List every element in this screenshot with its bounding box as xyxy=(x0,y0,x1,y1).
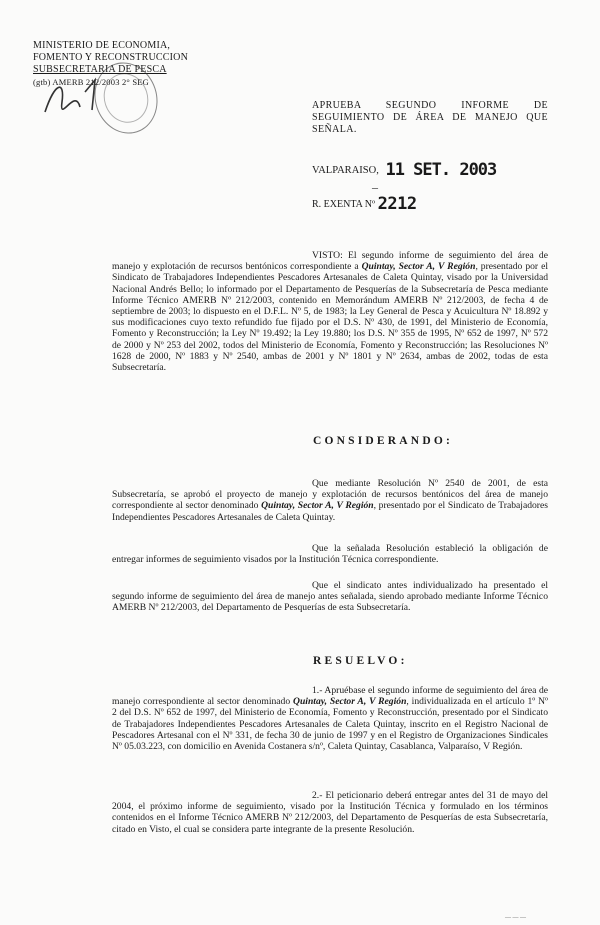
visto-paragraph xyxy=(112,250,548,373)
letterhead-line: SUBSECRETARIA DE PESCA xyxy=(33,64,167,75)
visto-text: El segundo informe de seguimiento del área de manejo y explotación de recursos bentónicos correspondiente a xyxy=(112,250,548,273)
resolution-number-line xyxy=(312,194,417,214)
letterhead-line: FOMENTO Y RECONSTRUCCION xyxy=(33,52,189,63)
date-stamp: 11 SET. 2003 xyxy=(385,160,497,180)
considerando-paragraph-2 xyxy=(112,543,548,565)
exenta-label: R. EXENTA Nº xyxy=(312,199,376,210)
considerando-text: Que mediante Resolución Nº 2540 de 2001, de esta Subsecretaría, se aprobó el proyecto de manejo y explotación de recursos bentónicos del área de manejo correspondiente al sector denominado xyxy=(112,478,548,512)
city-label: VALPARAISO, xyxy=(312,165,379,176)
visto-text-2: , presentado por el Sindicato de Trabajadores Independientes Pescadores Artesanales de Caleta Quintay, visado por la Universidad Nacional Andrés Bello; lo informado por el Departamento de Pesquerías de la Subsecretaría de Pesca mediante Informe Técnico AMERB Nº 212/2003, contenido en Memorándum AMERB Nº 212/2003, de fecha 4 de septiembre de 2003; lo dispuesto en el D.F.L. Nº 5, de 1983; la Ley General de Pesca y Acuicultura Nº 18.892 y sus modificaciones cuyo texto refundido fue fijado por el D.S. Nº 430, de 1991, del Ministerio de Economía, Fomento y Reconstrucción; la Ley Nº 19.492; la Ley 19.880; los D.S. Nº 355 de 1995, Nº 652 de 1997, Nº 572 de 2000 y Nº 253 del 2002, todos del Ministerio de Economía, Fomento y Reconstrucción; las Resoluciones Nº 1628 de 2000, Nº 1883 y Nº 2540, ambas de 2001 y Nº 1801 y Nº 2634, ambas de 2002, todas de esta Subsecretaría. xyxy=(112,261,548,374)
considerando-paragraph-3 xyxy=(112,580,548,614)
considerando-sector: Quintay, Sector A, V Región xyxy=(261,500,374,512)
letterhead-line: MINISTERIO DE ECONOMIA, xyxy=(33,40,171,51)
dash-mark: – xyxy=(372,180,378,194)
visto-lead: VISTO: xyxy=(312,250,343,261)
considerando-text: , presentado por el Sindicato de Trabajadores Independientes Pescadores Artesanales de Caleta Quintay. xyxy=(112,500,548,523)
handwritten-initials xyxy=(40,72,110,122)
resuelvo-sector: Quintay, Sector A, V Región xyxy=(293,696,407,708)
considerando-paragraph-1 xyxy=(112,478,548,523)
date-line xyxy=(312,160,496,180)
resuelvo-heading: RESUELVO: xyxy=(313,655,408,667)
resuelvo-paragraph-2 xyxy=(112,790,548,835)
resolution-subject: APRUEBA SEGUNDO INFORME DE SEGUIMIENTO DE ÁREA DE MANEJO QUE SEÑALA. xyxy=(312,100,548,135)
visto-sector: Quintay, Sector A, V Región xyxy=(361,261,476,273)
resuelvo-paragraph-1 xyxy=(112,685,548,752)
resuelvo-text: 1.- Apruébase el segundo informe de seguimiento del área de manejo correspondiente al sector denominado xyxy=(112,685,548,708)
letterhead-line: (gtb) AMERB 212/2003 2° SEG xyxy=(33,77,149,87)
considerando-text: Que la señalada Resolución estableció la obligación de entregar informes de seguimiento visados por la Institución Técnica correspondiente. xyxy=(112,543,548,566)
exenta-number-stamp: 2212 xyxy=(377,194,417,214)
resuelvo-text: , individualizada en el artículo 1º Nº 2 del D.S. Nº 652 de 1997, del Ministerio de Economía, Fomento y Reconstrucción, presentado por el Sindicato de Trabajadores Independientes Pescadores Artesanales de Caleta Quintay, inscrito en el Registro Nacional de Pescadores Artesanal con el Nº 331, de fecha 30 de junio de 1997 y en el Registro de Organizaciones Sindicales Nº 05.03.223, con domicilio en Avenida Costanera s/nº, Caleta Quintay, Casablanca, Valparaíso, V Región. xyxy=(112,696,548,753)
considerando-text: Que el sindicato antes individualizado ha presentado el segundo informe de seguimiento del área de manejo antes señalada, siendo aprobado mediante Informe Técnico AMERB Nº 212/2003, del Departamento de Pesquerías de esta Subsecretaría. xyxy=(112,580,548,614)
footer-scan-mark: — — — xyxy=(505,915,526,921)
resuelvo-text: 2.- El peticionario deberá entregar antes del 31 de mayo del 2004, el próximo informe de seguimiento, visado por la Institución Técnica y formulado en los términos contenidos en el Informe Técnico AMERB Nº 212/2003, del Departamento de Pesquerías de esta Subsecretaría, citado en Visto, el cual se considera parte integrante de la presente Resolución. xyxy=(112,790,548,835)
considerando-heading: CONSIDERANDO: xyxy=(313,435,453,447)
